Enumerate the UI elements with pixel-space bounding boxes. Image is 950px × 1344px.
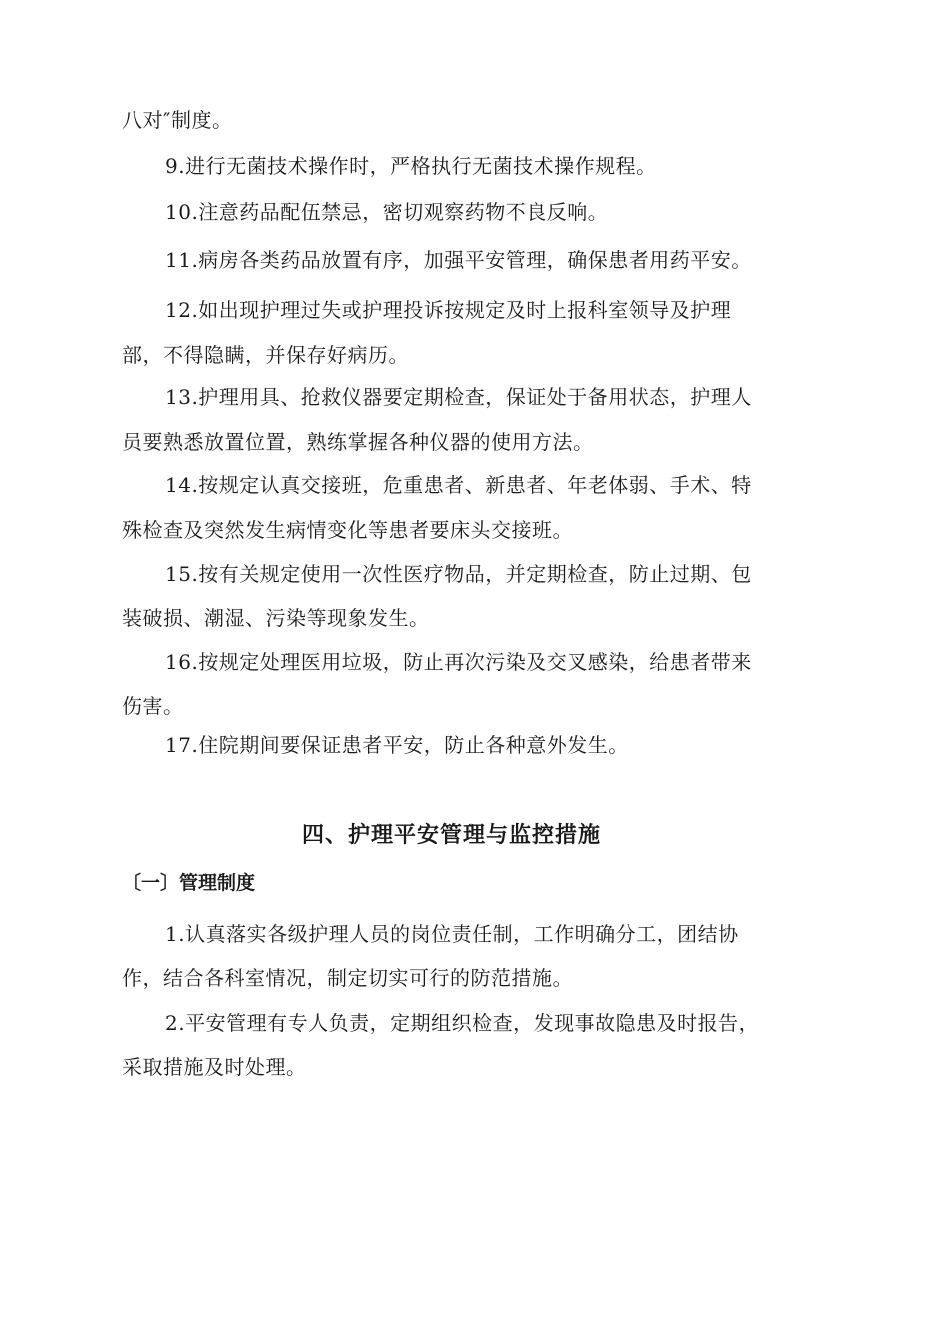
paragraph-line: 13.护理用具、抢救仪器要定期检查，保证处于备用状态，护理人 [165, 385, 752, 409]
paragraph-line: 9.进行无菌技术操作时，严格执行无菌技术操作规程。 [165, 154, 657, 178]
paragraph-line: 11.病房各类药品放置有序，加强平安管理，确保患者用药平安。 [165, 248, 752, 272]
section-title: 四、护理平安管理与监控措施 [302, 822, 602, 848]
paragraph-line: 殊检查及突然发生病情变化等患者要床头交接班。 [122, 518, 573, 542]
paragraph-line: 采取措施及时处理。 [122, 1055, 307, 1079]
paragraph-line: 16.按规定处理医用垃圾，防止再次污染及交叉感染，给患者带来 [165, 650, 752, 674]
paragraph-line: 部，不得隐瞒，并保存好病历。 [122, 343, 409, 367]
paragraph-line: 装破损、潮湿、污染等现象发生。 [122, 606, 430, 630]
paragraph-line: 员要熟悉放置位置，熟练掌握各种仪器的使用方法。 [122, 430, 594, 454]
paragraph-line: 17.住院期间要保证患者平安，防止各种意外发生。 [165, 733, 629, 757]
paragraph-line: 15.按有关规定使用一次性医疗物品，并定期检查，防止过期、包 [165, 562, 752, 586]
paragraph-line: 八对″制度。 [122, 108, 233, 132]
paragraph-line: 14.按规定认真交接班，危重患者、新患者、年老体弱、手术、特 [165, 473, 752, 497]
paragraph-line: 1.认真落实各级护理人员的岗位责任制，工作明确分工，团结协 [165, 922, 739, 946]
paragraph-line: 作，结合各科室情况，制定切实可行的防范措施。 [122, 966, 573, 990]
paragraph-line: 12.如出现护理过失或护理投诉按规定及时上报科室领导及护理 [165, 298, 732, 322]
paragraph-line: 2.平安管理有专人负责，定期组织检查，发现事故隐患及时报告， [165, 1011, 760, 1035]
paragraph-line: 10.注意药品配伍禁忌，密切观察药物不良反响。 [165, 200, 609, 224]
subsection-title: 〔一〕管理制度 [122, 872, 256, 894]
paragraph-line: 伤害。 [122, 694, 184, 718]
